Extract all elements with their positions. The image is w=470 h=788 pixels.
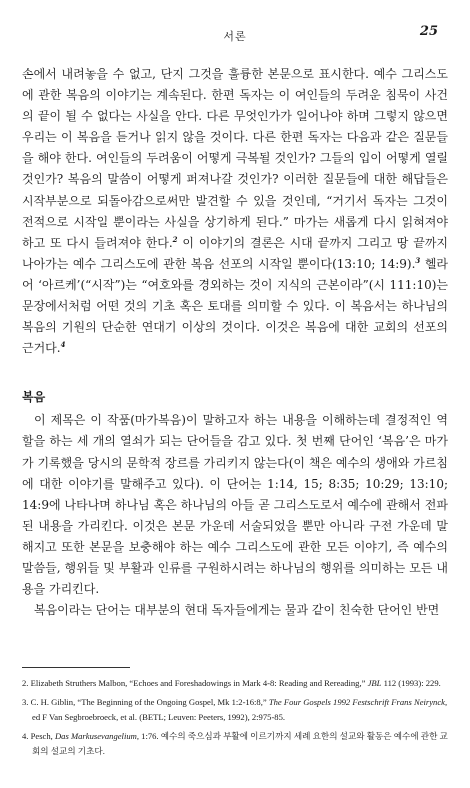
footnote-divider (22, 667, 130, 668)
footnote-3 (22, 695, 448, 725)
footnote-number: 2. (22, 678, 29, 688)
footnotes (22, 676, 448, 763)
footnote-number: 4. (22, 731, 29, 741)
footnote-2 (22, 676, 448, 691)
page-number: 25 (419, 24, 438, 39)
footnote-title: The Four Gospels 1992 Festschrift Frans Neirynck (268, 697, 445, 707)
footnote-ref-4[interactable]: 4 (60, 340, 66, 350)
running-title: 서론 (223, 30, 247, 43)
footnote-text: Pesch, (30, 731, 55, 741)
footnote-4 (22, 729, 448, 759)
paragraph-2: 이 제목은 이 작품(마가복음)이 말하고자 하는 내용을 이해하는데 결정적인 역할을 하는 세 개의 열쇠가 되는 단어들을 감고 있다. 첫 번째 단어인 ‘복음’은 마가가 기록했을 당시의 문학적 장르를 가리키지 않는다(이 책은 예수의 생애와 가르침에 대한 이야기를 말해주고 있다). 이 단어는 1:14, 15; 8:35; 10:29; 13:10; 14:9에 나타나며 하나님 혹은 하나님의 아들 곧 그리스도로서 예수에 관해서 전파된 내용을 가리킨다. 이것은 본문 가운데 서술되었을 뿐만 아니라 구전 가운데 말해지고 또한 본문을 보충해야 하는 예수 그리스도에 관한 모든 이야기, 즉 예수의 말씀들, 행위들 및 부활과 인류를 구원하시려는 하나님의 행위를 의미하는 모든 내용을 가리킨다. (22, 413, 448, 597)
footnote-text: , 1:76. 예수의 죽으심과 부활에 이르기까지 세례 요한의 설교와 활동은 예수에 관한 교회의 설교의 기초다. (32, 731, 448, 756)
footnote-ref-3[interactable]: 3 (415, 255, 421, 265)
paragraph-1-text-b: 이 이야기의 결론은 시대 끝까지 그리고 땅 끝까지 나아가는 예수 그리스도에 관한 복음 선포의 시작일 뿐이다(13:10; 14:9). (22, 235, 449, 271)
footnote-text: Elizabeth Struthers Malbon, “Echoes and Foreshadowings in Mark 4-8: Reading and Rereading,” (30, 678, 368, 688)
footnote-title: JBL (367, 678, 382, 688)
section-heading: 복음 (22, 390, 46, 405)
footnote-title: Das Markusevangelium (54, 731, 137, 741)
footnote-text: 112 (1993): 229. (381, 678, 441, 688)
footnote-number: 3. (22, 697, 29, 707)
footnote-ref-2[interactable]: 2 (172, 234, 178, 244)
body-text (22, 64, 448, 621)
footnote-text: C. H. Giblin, “The Beginning of the Ongoing Gospel, Mk 1:2-16:8,” (30, 697, 269, 707)
paragraph-1-text-c: 헬라어 ‘아르케’(“시작”)는 “여호와를 경외하는 것이 지식의 근본이라”(시 111:10)는 문장에서처럼 어떤 것의 기초 혹은 토대를 의미할 수 있다. 이 복음서는 하나님의 복음의 기원의 단순한 연대기 이상의 것이다. 이것은 복음에 대한 교회의 선포의 근거다. (22, 256, 449, 356)
paragraph-1 (22, 64, 448, 359)
paragraph-1-text-a: 손에서 내려놓을 수 없고, 단지 그것을 훌륭한 본문으로 표시한다. 예수 그리스도에 관한 복음의 이야기는 계속된다. 한편 독자는 이 여인들의 두려운 침묵이 사건의 끝이 될 수 없다는 사실을 안다. 다른 무엇인가가 일어나야 하며 그렇지 않으면 우리는 이 복음을 듣거나 읽지 않을 것이다. 다른 한편 독자는 다음과 같은 질문들을 해야 한다. 여인들의 두려움이 어떻게 극복될 것인가? 그들의 입이 어떻게 열릴 것인가? 복음의 말씀이 어떻게 퍼져나갈 것인가? 이러한 질문들에 대한 해답들은 시작부분으로 되돌아감으로써만 발견할 수 있을 것인데, “거기서 독자는 그것이 전적으로 시작일 뿐이라는 사실을 상기하게 된다.” 마가는 새롭게 다시 읽혀져야 하고 또 다시 들려져야 한다. (22, 67, 448, 250)
footnote-text: , ed F Van Segbroebroeck, et al. (BETL; Leuven: Peeters, 1992), 2:975-85. (32, 697, 448, 722)
paragraph-3: 복음이라는 단어는 대부분의 현대 독자들에게는 물과 같이 친숙한 단어인 반면 (34, 603, 440, 618)
